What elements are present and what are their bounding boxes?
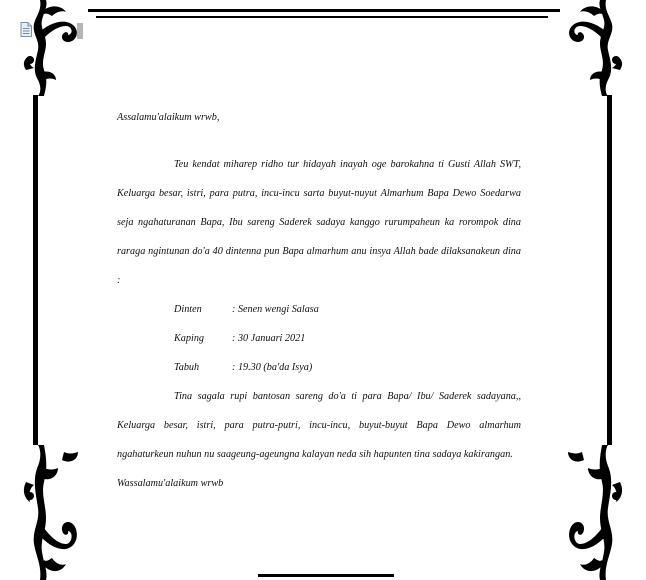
flourish-ornament-icon [22, 445, 84, 580]
detail-label: Tabuh [174, 362, 200, 373]
detail-value: : Senen wengi Salasa [232, 304, 319, 315]
detail-label: Kaping [174, 333, 205, 344]
detail-label: Dinten [174, 304, 202, 315]
greeting-line: Assalamu'alaikum wrwb, [117, 112, 220, 123]
spacer [117, 132, 521, 150]
bottom-border-rule [258, 574, 394, 577]
detail-row-dinten [117, 295, 521, 324]
right-border-bar [607, 95, 612, 445]
flourish-ornament-icon [22, 0, 84, 96]
letter-body [117, 103, 521, 498]
top-border-rule [88, 9, 560, 12]
detail-value: : 30 Januari 2021 [232, 333, 306, 344]
top-border-rule-inner [96, 16, 548, 18]
flourish-ornament-icon [562, 0, 624, 96]
closing-line: Wassalamu'alaikum wrwb [117, 478, 224, 489]
left-border-bar [33, 95, 38, 445]
detail-row-tabuh [117, 353, 521, 382]
flourish-ornament-icon [562, 445, 624, 580]
body-paragraph-2: Tina sagala rupi bantosan sareng do'a ti para Bapa/ Ibu/ Saderek sadayana,, Keluarga besar, istri, para putra-putri, incu-incu, buyut-buyut Bapa Dewo almarhum ngahaturkeun nuhun nu saageung-ageungna kalayan neda sih hapunten tina sadaya kakirangan. [117, 391, 521, 460]
detail-row-kaping [117, 324, 521, 353]
detail-value: : 19.30 (ba'da Isya) [232, 362, 313, 373]
body-paragraph-1: Teu kendat miharep ridho tur hidayah inayah oge barokahna ti Gusti Allah SWT, Keluarga besar, istri, para putra, incu-incu sarta buyut-nuyut Almarhum Bapa Dewo Soedarwa seja ngahaturanan Bapa, Ibu sareng Saderek sadaya kanggo rurumpaheun ka rorompok dina raraga ngintunan do'a 40 dintenna pun Bapa almarhum anu insya Allah bade dilaksanakeun dina : [117, 159, 521, 286]
